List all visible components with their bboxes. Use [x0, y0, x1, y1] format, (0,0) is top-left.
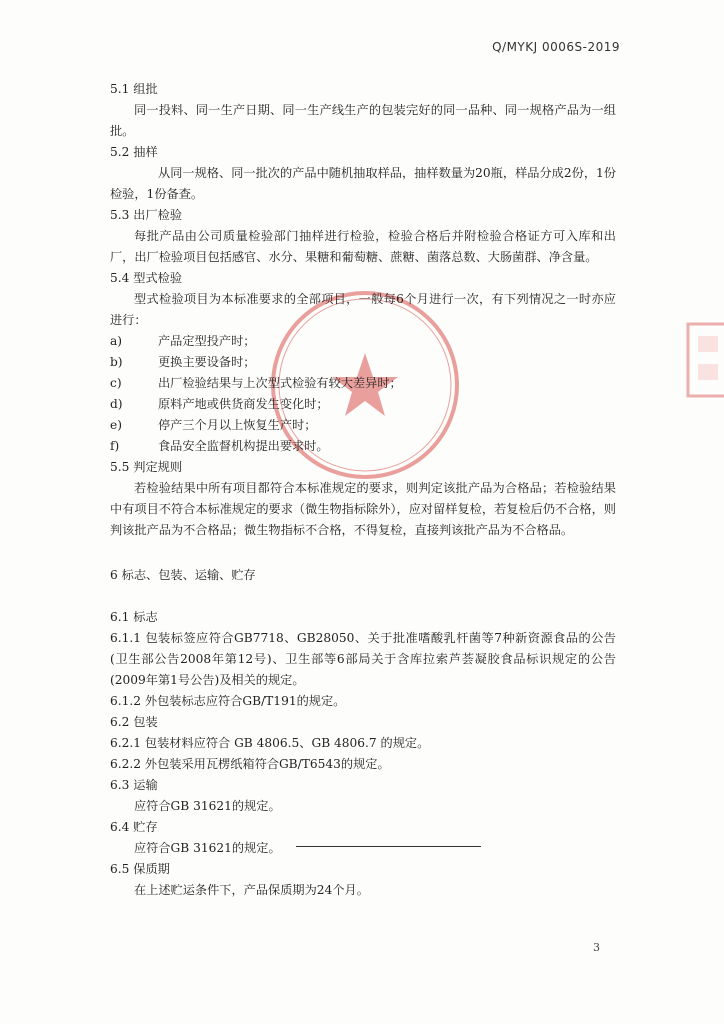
section-6-4-heading: 6.4 贮存: [110, 820, 158, 834]
list-text: 出厂检验结果与上次型式检验有较大差异时；: [158, 376, 402, 390]
list-item: [110, 331, 616, 352]
section-5-5-heading: 5.5 判定规则: [110, 460, 183, 474]
document-body: [110, 79, 616, 901]
section-5-4-text: 型式检验项目为本标准要求的全部项目，一般每6个月进行一次，有下列情况之一时亦应进行：: [110, 292, 616, 327]
section-6-3-heading: 6.3 运输: [110, 778, 158, 792]
section-5-4-heading: 5.4 型式检验: [110, 271, 183, 285]
list-text: 停产三个月以上恢复生产时；: [158, 418, 317, 432]
section-5-1-text: 同一投料、同一生产日期、同一生产线生产的包装完好的同一品种、同一规格产品为一组批。: [110, 103, 616, 138]
list-item: [110, 415, 616, 436]
list-text: 原料产地或供货商发生变化时；: [158, 397, 329, 411]
section-5-1-heading: 5.1 组批: [110, 82, 158, 96]
section-6-2-2-text: 6.2.2 外包装采用瓦楞纸箱符合GB/T6543的规定。: [110, 757, 390, 771]
page-number: 3: [593, 941, 600, 954]
section-6-5-text: 在上述贮运条件下，产品保质期为24个月。: [134, 883, 369, 897]
section-6-3-text: 应符合GB 31621的规定。: [134, 799, 281, 813]
section-5-5-text: 若检验结果中所有项目都符合本标准规定的要求，则判定该批产品为合格品；若检验结果中有项目不符合本标准规定的要求（微生物指标除外），应对留样复检，若复检后仍不合格，则判该批产品为不合格品；微生物指标不合格，不得复检，直接判该批产品为不合格品。: [110, 481, 616, 537]
type-test-conditions-list: [110, 331, 616, 457]
list-marker: f): [110, 439, 120, 453]
section-6-2-heading: 6.2 包装: [110, 715, 158, 729]
section-6-1-1-text: 6.1.1 包装标签应符合GB7718、GB28050、关于批准嗜酸乳杆菌等7种新资源食品的公告(卫生部公告2008年第12号)、卫生部等6部局关于含库拉索芦荟凝胶食品标识规定的公告(2009年第1号公告)及相关的规定。: [110, 631, 616, 687]
doc-code: Q/MYKJ 0006S-2019: [492, 40, 620, 54]
list-marker: a): [110, 334, 123, 348]
section-5-2-heading: 5.2 抽样: [110, 145, 158, 159]
list-marker: c): [110, 376, 122, 390]
section-6-1-heading: 6.1 标志: [110, 610, 158, 624]
section-5-2-text: 从同一规格、同一批次的产品中随机抽取样品，抽样数量为20瓶，样品分成2份，1份检验，1份备查。: [110, 166, 616, 201]
list-marker: b): [110, 355, 123, 369]
section-6-heading: 6 标志、包装、运输、贮存: [110, 568, 256, 582]
section-6-4-text: 应符合GB 31621的规定。: [134, 841, 281, 855]
seal-fragment-icon: [684, 322, 724, 398]
section-5-3-heading: 5.3 出厂检验: [110, 208, 183, 222]
list-item: [110, 436, 616, 457]
list-marker: e): [110, 418, 122, 432]
section-6-1-2-text: 6.1.2 外包装标志应符合GB/T191的规定。: [110, 694, 346, 708]
section-5-3-text: 每批产品由公司质量检验部门抽样进行检验，检验合格后并附检验合格证方可入库和出厂，出厂检验项目包括感官、水分、果糖和葡萄糖、蔗糖、菌落总数、大肠菌群、净含量。: [110, 229, 616, 264]
end-rule: [296, 846, 481, 847]
section-6-2-1-text: 6.2.1 包装材料应符合 GB 4806.5、GB 4806.7 的规定。: [110, 736, 430, 750]
list-item: [110, 394, 616, 415]
list-text: 更换主要设备时；: [158, 355, 256, 369]
section-6-5-heading: 6.5 保质期: [110, 862, 170, 876]
list-text: 产品定型投产时；: [158, 334, 256, 348]
list-text: 食品安全监督机构提出要求时。: [158, 439, 329, 453]
list-item: [110, 352, 616, 373]
list-item: [110, 373, 616, 394]
list-marker: d): [110, 397, 123, 411]
